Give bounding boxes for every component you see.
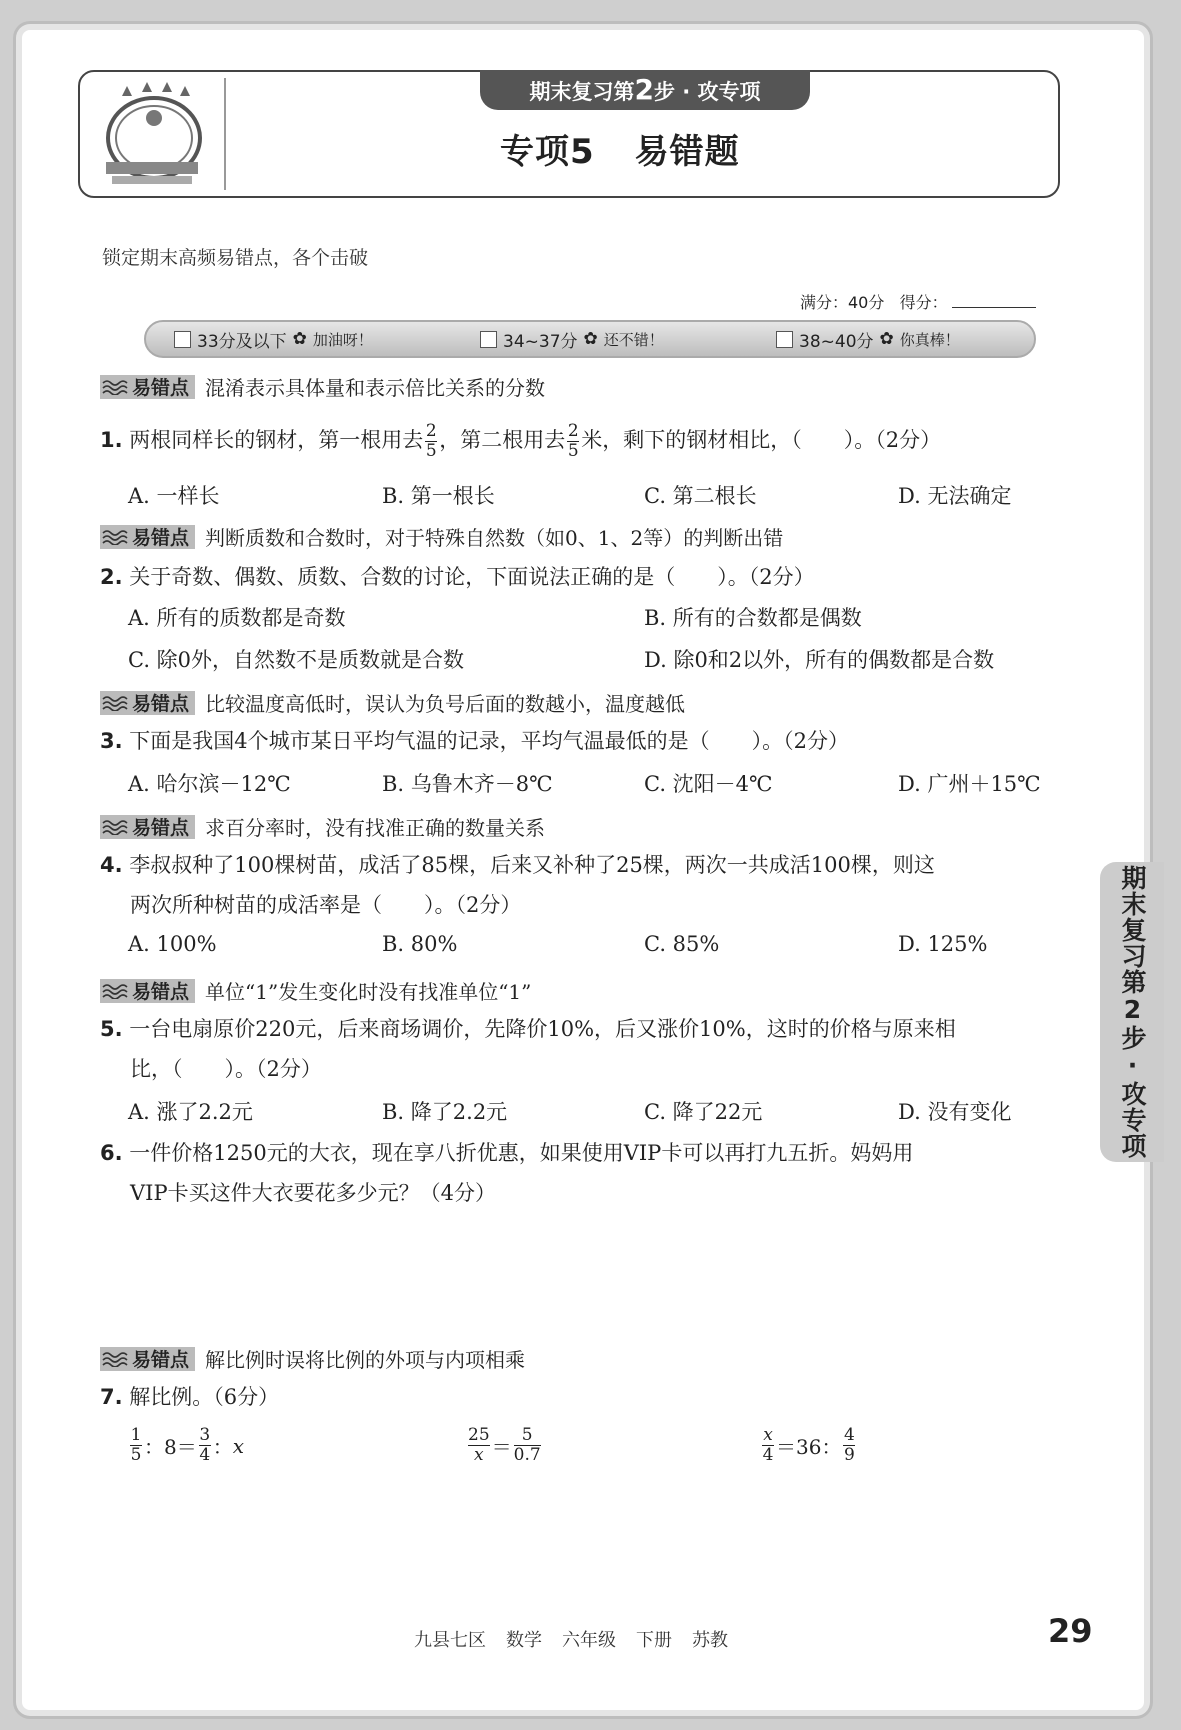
option-b[interactable]: B. 所有的合数都是偶数	[644, 606, 862, 630]
rating-option-3[interactable]	[776, 327, 960, 351]
question-number: 3.	[100, 729, 123, 753]
checkbox[interactable]	[776, 331, 793, 348]
question-text: 解比例。（6分）	[129, 1385, 280, 1409]
error-point-tag	[100, 812, 545, 841]
question-text: 一件价格1250元的大衣，现在享八折优惠，如果使用VIP卡可以再打九五折。妈妈用	[129, 1141, 914, 1165]
title-name: 易错题	[634, 132, 740, 172]
question-number: 1.	[100, 428, 123, 452]
cheer-icon: ✿	[583, 329, 598, 349]
side-tab: 期末复习第2步·攻专项	[1100, 862, 1164, 1162]
page-number: 29	[1048, 1612, 1093, 1650]
fraction: $\frac{25}{x}$	[468, 1425, 490, 1465]
option-d[interactable]: D. 没有变化	[898, 1100, 1012, 1124]
equation-3: $\frac{x}{4}$ ＝36： $\frac{4}{9}$	[762, 1425, 855, 1465]
cheer-icon: ✿	[292, 329, 307, 349]
option-a[interactable]: A. 哈尔滨－12℃	[128, 772, 291, 796]
question-number: 6.	[100, 1141, 123, 1165]
option-d[interactable]: D. 除0和2以外，所有的偶数都是合数	[644, 648, 995, 672]
score-blank[interactable]	[952, 307, 1036, 308]
error-point-tag	[100, 522, 783, 551]
option-c[interactable]: C. 沈阳－4℃	[644, 772, 773, 796]
question-number: 2.	[100, 565, 123, 589]
rating-option-1[interactable]	[174, 327, 373, 351]
tag-label: 易错点	[100, 1347, 195, 1371]
footer: 九县七区 数学 六年级 下册 苏教	[414, 1630, 728, 1651]
question-5	[100, 1014, 956, 1044]
question-5-cont: 比，（ ）。（2分）	[130, 1057, 322, 1081]
question-text: 两根同样长的钢材，第一根用去	[129, 428, 424, 452]
fraction: $\frac{1}{5}$	[130, 1425, 142, 1465]
question-text: 米，剩下的钢材相比，（ ）。（2分）	[581, 428, 942, 452]
question-2	[100, 562, 815, 592]
brand-logo	[102, 82, 202, 186]
fraction: $\frac{5}{0.7}$	[513, 1425, 541, 1465]
rating-range: 34~37分	[503, 331, 578, 352]
tag-text: 判断质数和合数时，对于特殊自然数（如0、1、2等）的判断出错	[205, 526, 784, 550]
rating-bar	[144, 320, 1036, 358]
option-b[interactable]: B. 降了2.2元	[382, 1100, 508, 1124]
error-point-tag	[100, 372, 545, 401]
tag-label: 易错点	[100, 979, 195, 1003]
option-c[interactable]: C. 除0外，自然数不是质数就是合数	[128, 648, 465, 672]
error-point-tag	[100, 976, 531, 1005]
option-d[interactable]: D. 无法确定	[898, 484, 1012, 508]
fraction: $\frac{2}{5}$	[567, 421, 579, 461]
question-3	[100, 726, 849, 756]
question-number: 5.	[100, 1017, 123, 1041]
wave-icon	[102, 983, 128, 999]
error-point-tag	[100, 1344, 525, 1373]
option-a[interactable]: A. 所有的质数都是奇数	[128, 606, 346, 630]
question-4	[100, 850, 935, 880]
variable: x	[232, 1433, 245, 1458]
fraction: $\frac{2}{5}$	[425, 421, 437, 461]
question-text: ，第二根用去	[439, 428, 566, 452]
cheer-icon: ✿	[879, 329, 894, 349]
checkbox[interactable]	[480, 331, 497, 348]
wave-icon	[102, 529, 128, 545]
rating-cheer: 还不错！	[603, 330, 664, 349]
option-d[interactable]: D. 广州＋15℃	[898, 772, 1041, 796]
option-b[interactable]: B. 第一根长	[382, 484, 495, 508]
option-c[interactable]: C. 85%	[644, 932, 720, 956]
rating-option-2[interactable]	[480, 327, 664, 351]
question-6-cont: VIP卡买这件大衣要花多少元？（4分）	[130, 1181, 496, 1205]
rating-range: 33分及以下	[197, 331, 287, 352]
fraction: $\frac{4}{9}$	[844, 1425, 855, 1465]
tag-label: 易错点	[100, 375, 195, 399]
equation-1: $\frac{1}{5}$ ：8＝ $\frac{3}{4}$ ： x	[130, 1425, 245, 1465]
question-text: 一台电扇原价220元，后来商场调价，先降价10%，后又涨价10%，这时的价格与原来相	[129, 1017, 956, 1041]
answer-area[interactable]	[130, 1218, 1050, 1338]
equation-2: $\frac{25}{x}$ ＝ $\frac{5}{0.7}$	[468, 1425, 541, 1465]
tab-step: 2	[634, 73, 654, 106]
option-b[interactable]: B. 80%	[382, 932, 458, 956]
tag-label: 易错点	[100, 525, 195, 549]
logo-divider	[224, 78, 226, 190]
rating-cheer: 加油呀！	[312, 330, 373, 349]
error-point-tag	[100, 688, 685, 717]
motto: 锁定期末高频易错点，各个击破	[102, 247, 369, 269]
full-score: 满分：40分	[800, 293, 885, 312]
rating-range: 38~40分	[799, 331, 874, 352]
option-b[interactable]: B. 乌鲁木齐－8℃	[382, 772, 553, 796]
header-box	[78, 70, 1060, 198]
question-7	[100, 1382, 279, 1412]
question-number: 4.	[100, 853, 123, 877]
question-6	[100, 1138, 913, 1168]
option-c[interactable]: C. 第二根长	[644, 484, 757, 508]
wave-icon	[102, 695, 128, 711]
fraction: $\frac{3}{4}$	[199, 1425, 211, 1465]
question-1	[100, 422, 941, 461]
option-a[interactable]: A. 一样长	[128, 484, 220, 508]
tag-label: 易错点	[100, 815, 195, 839]
header-tab	[480, 70, 810, 110]
wave-icon	[102, 1351, 128, 1367]
option-c[interactable]: C. 降了22元	[644, 1100, 763, 1124]
fraction: $\frac{x}{4}$	[762, 1425, 774, 1465]
wave-icon	[102, 819, 128, 835]
option-a[interactable]: A. 100%	[128, 932, 217, 956]
tab-suffix: 步 · 攻专项	[653, 80, 761, 104]
option-a[interactable]: A. 涨了2.2元	[128, 1100, 253, 1124]
rating-cheer: 你真棒！	[899, 330, 960, 349]
got-score-label: 得分：	[899, 293, 948, 312]
wave-icon	[102, 379, 128, 395]
tag-text: 求百分率时，没有找准正确的数量关系	[205, 816, 546, 840]
tag-text: 混淆表示具体量和表示倍比关系的分数	[205, 376, 546, 400]
tag-text: 解比例时误将比例的外项与内项相乘	[205, 1348, 526, 1372]
question-number: 7.	[100, 1385, 123, 1409]
checkbox[interactable]	[174, 331, 191, 348]
tag-text: 比较温度高低时，误认为负号后面的数越小，温度越低	[205, 692, 686, 716]
title-num: 专项5	[500, 132, 595, 172]
page-title	[500, 124, 740, 173]
score-line	[800, 290, 1036, 313]
tab-prefix: 期末复习第	[529, 80, 635, 104]
tag-label: 易错点	[100, 691, 195, 715]
option-d[interactable]: D. 125%	[898, 932, 988, 956]
question-text: 下面是我国4个城市某日平均气温的记录，平均气温最低的是（ ）。（2分）	[129, 729, 849, 753]
question-4-cont: 两次所种树苗的成活率是（ ）。（2分）	[130, 893, 522, 917]
question-text: 关于奇数、偶数、质数、合数的讨论，下面说法正确的是（ ）。（2分）	[129, 565, 815, 589]
question-text: 李叔叔种了100棵树苗，成活了85棵，后来又补种了25棵，两次一共成活100棵，则这	[129, 853, 935, 877]
tag-text: 单位“1”发生变化时没有找准单位“1”	[205, 980, 532, 1004]
